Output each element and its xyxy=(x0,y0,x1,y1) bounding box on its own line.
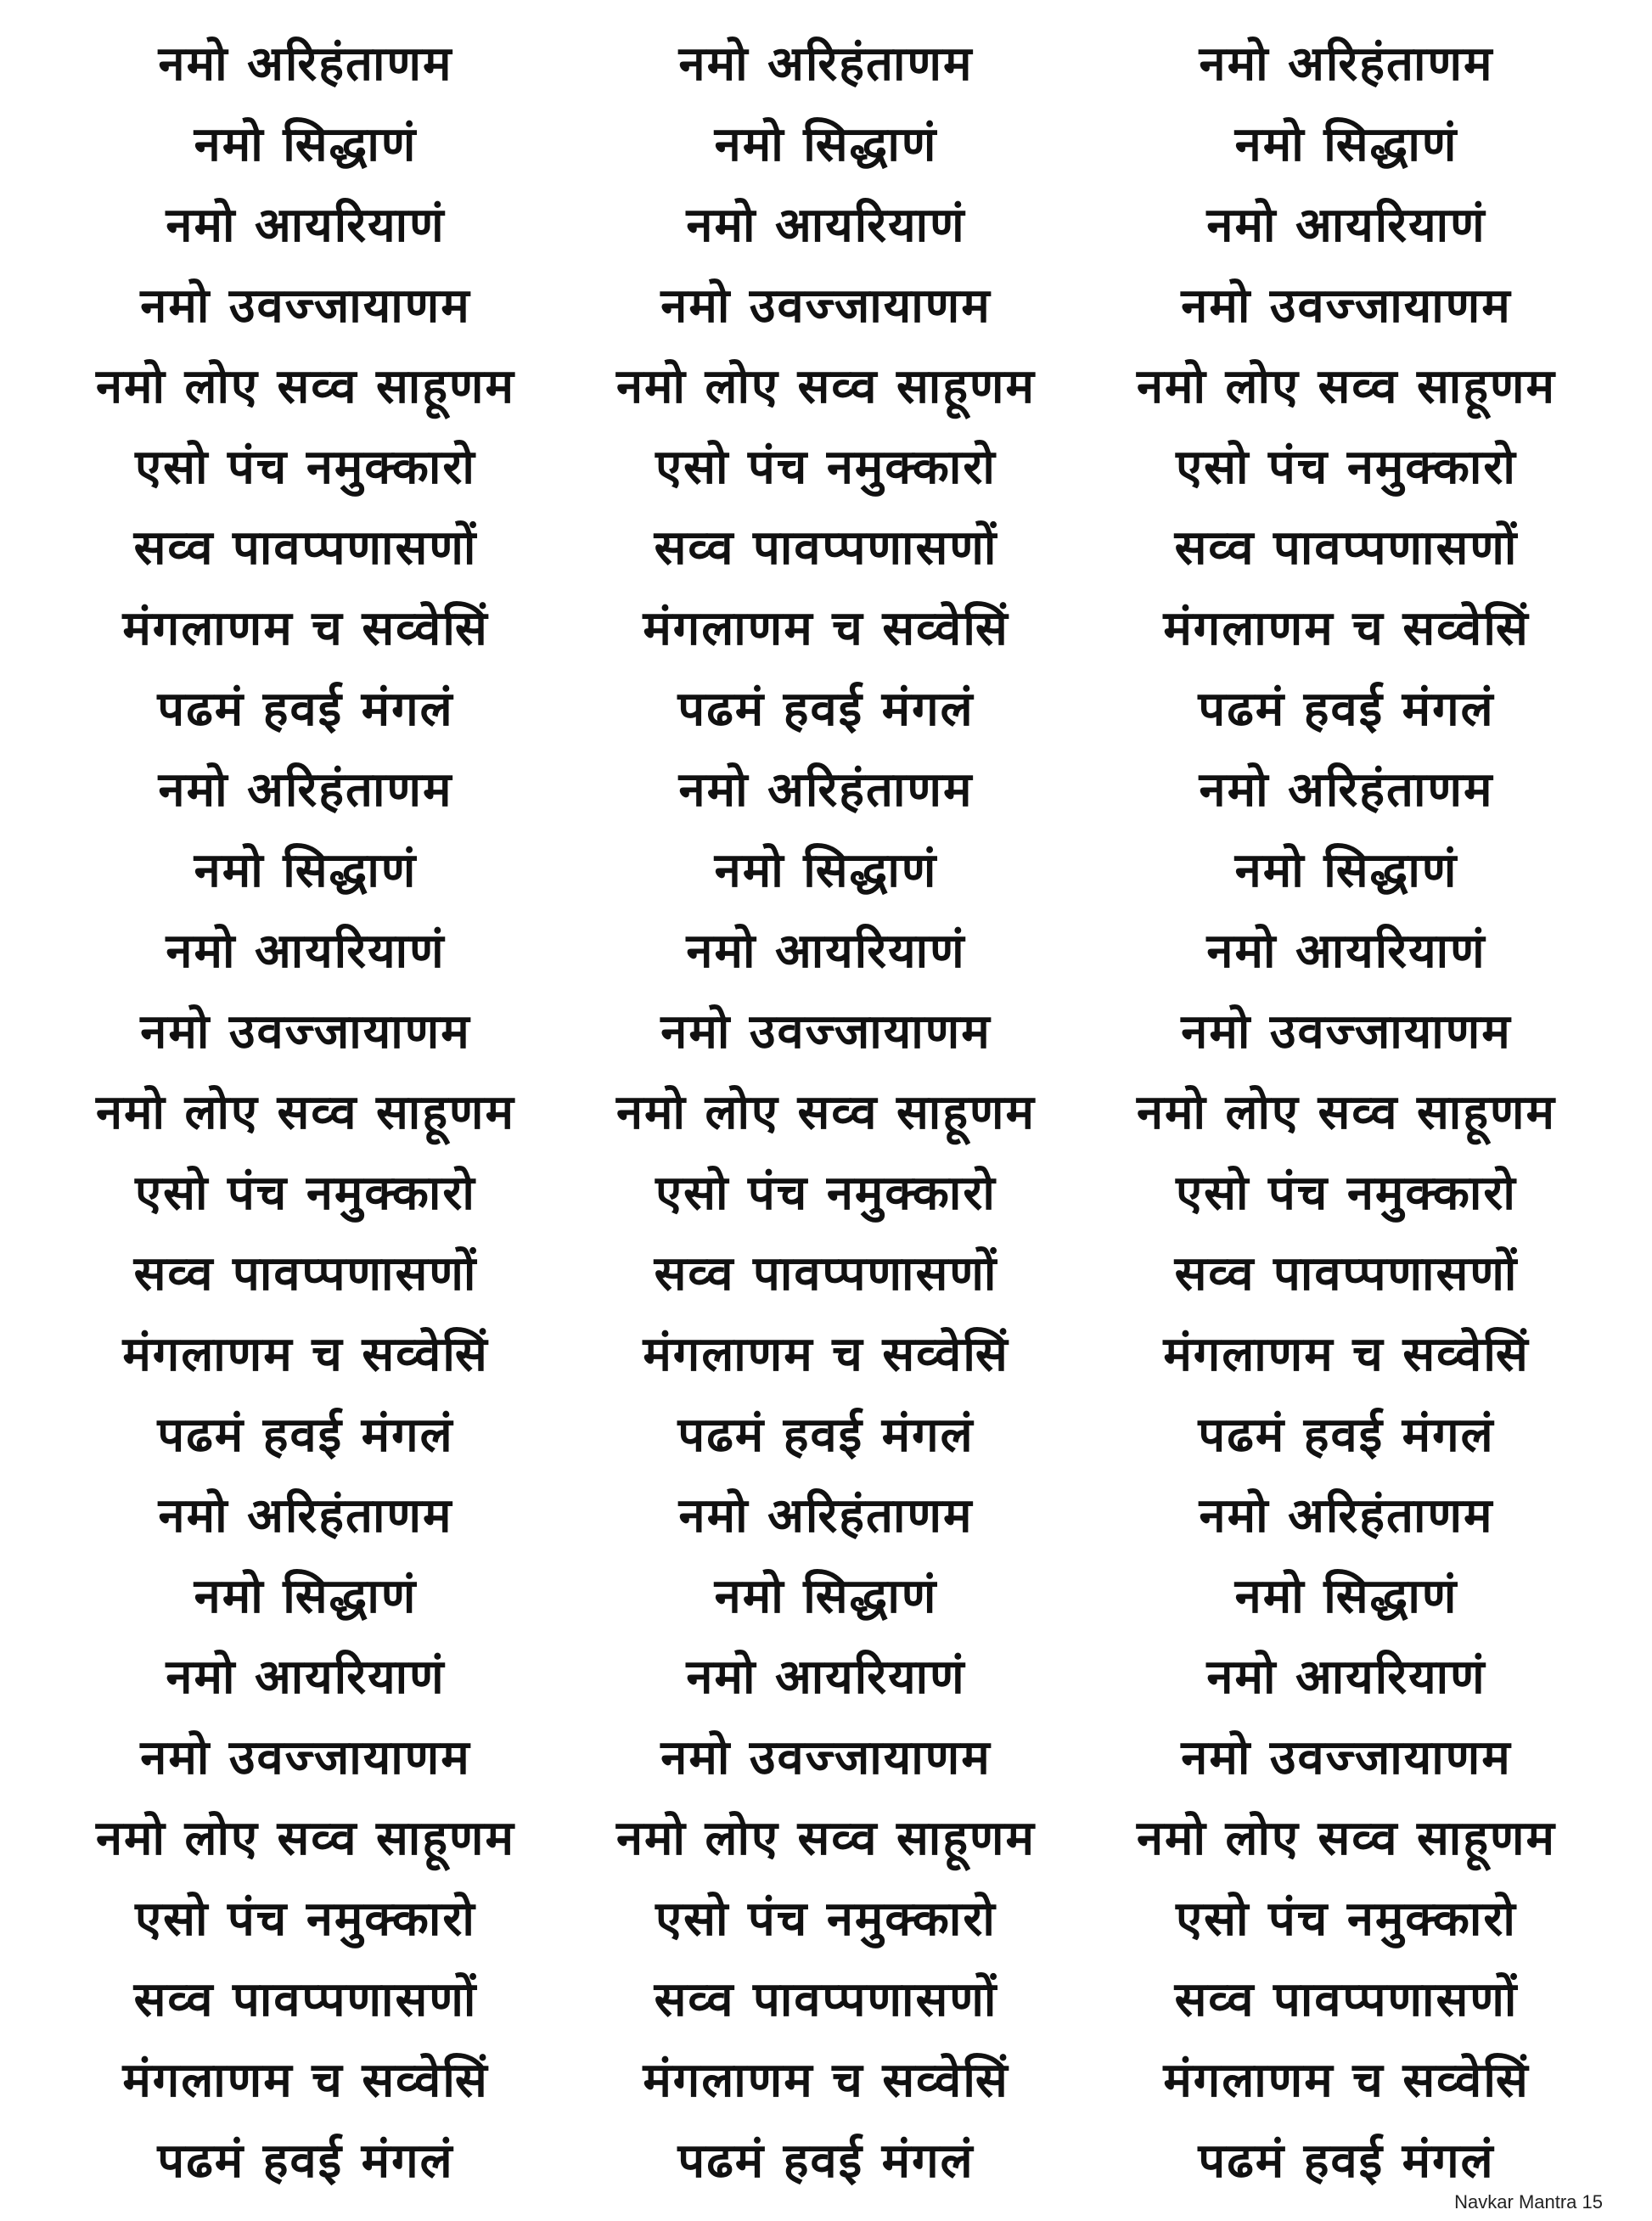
mantra-line: पढमं हवई मंगलं xyxy=(677,682,975,737)
mantra-line: सव्व पावप्पणासणों xyxy=(654,1246,998,1302)
mantra-line: नमो आयरियाणं xyxy=(686,1650,966,1705)
mantra-line: सव्व पावप्पणासणों xyxy=(133,1246,478,1302)
mantra-line: नमो उवज्जायाणम xyxy=(140,1730,471,1785)
mantra-line: नमो लोए सव्व साहूणम xyxy=(95,1085,516,1140)
mantra-line: नमो अरिहंताणम xyxy=(678,37,974,92)
mantra-line: नमो उवज्जायाणम xyxy=(1181,1004,1512,1060)
mantra-line: एसो पंच नमुक्कारो xyxy=(135,1892,476,1947)
mantra-line: पढमं हवई मंगलं xyxy=(1198,1408,1495,1463)
mantra-line: पढमं हवई मंगलं xyxy=(1198,2134,1495,2189)
mantra-line: मंगलाणम च सव्वेसिं xyxy=(1163,601,1530,656)
mantra-line: सव्व पावप्पणासणों xyxy=(654,1972,998,2027)
mantra-line: नमो लोए सव्व साहूणम xyxy=(95,359,516,414)
mantra-line: नमो लोए सव्व साहूणम xyxy=(95,1811,516,1866)
mantra-column-2 xyxy=(571,24,1081,2201)
mantra-line: नमो उवज्जायाणम xyxy=(1181,278,1512,334)
mantra-line: सव्व पावप्पणासणों xyxy=(1174,520,1519,576)
mantra-line: नमो आयरियाणं xyxy=(166,1650,446,1705)
mantra-line: नमो आयरियाणं xyxy=(1206,924,1486,979)
mantra-line: नमो सिद्धाणं xyxy=(1234,1569,1458,1624)
mantra-line: मंगलाणम च सव्वेसिं xyxy=(122,1327,489,1382)
mantra-line: नमो लोए सव्व साहूणम xyxy=(1136,1085,1557,1140)
mantra-line: नमो उवज्जायाणम xyxy=(660,1004,992,1060)
mantra-line: नमो उवज्जायाणम xyxy=(140,1004,471,1060)
mantra-line: एसो पंच नमुक्कारो xyxy=(655,1892,997,1947)
mantra-line: मंगलाणम च सव्वेसिं xyxy=(643,601,1009,656)
mantra-line: नमो लोए सव्व साहूणम xyxy=(1136,359,1557,414)
mantra-line: मंगलाणम च सव्वेसिं xyxy=(122,2053,489,2108)
mantra-line: पढमं हवई मंगलं xyxy=(1198,682,1495,737)
mantra-line: नमो अरिहंताणम xyxy=(158,762,453,818)
mantra-line: मंगलाणम च सव्वेसिं xyxy=(1163,1327,1530,1382)
mantra-line: नमो अरिहंताणम xyxy=(1199,762,1494,818)
mantra-line: पढमं हवई मंगलं xyxy=(677,1408,975,1463)
mantra-line: पढमं हवई मंगलं xyxy=(157,682,454,737)
page-footer-label: Navkar Mantra 15 xyxy=(1454,2191,1603,2213)
mantra-line: एसो पंच नमुक्कारो xyxy=(1176,1166,1517,1221)
mantra-line: नमो सिद्धाणं xyxy=(1234,117,1458,172)
mantra-line: एसो पंच नमुक्कारो xyxy=(655,440,997,495)
mantra-line: पढमं हवई मंगलं xyxy=(677,2134,975,2189)
mantra-line: नमो आयरियाणं xyxy=(166,924,446,979)
mantra-line: सव्व पावप्पणासणों xyxy=(654,520,998,576)
mantra-line: नमो अरिहंताणम xyxy=(678,1488,974,1543)
mantra-line: सव्व पावप्पणासणों xyxy=(1174,1972,1519,2027)
mantra-line: एसो पंच नमुक्कारो xyxy=(1176,1892,1517,1947)
mantra-line: नमो आयरियाणं xyxy=(166,198,446,253)
mantra-line: नमो लोए सव्व साहूणम xyxy=(1136,1811,1557,1866)
mantra-line: नमो लोए सव्व साहूणम xyxy=(615,1085,1037,1140)
mantra-line: एसो पंच नमुक्कारो xyxy=(135,440,476,495)
mantra-line: मंगलाणम च सव्वेसिं xyxy=(643,1327,1009,1382)
mantra-line: नमो उवज्जायाणम xyxy=(660,278,992,334)
mantra-line: नमो उवज्जायाणम xyxy=(660,1730,992,1785)
mantra-line: नमो आयरियाणं xyxy=(1206,198,1486,253)
mantra-line: नमो सिद्धाणं xyxy=(714,117,938,172)
mantra-line: नमो आयरियाणं xyxy=(686,198,966,253)
mantra-line: नमो आयरियाणं xyxy=(686,924,966,979)
mantra-line: पढमं हवई मंगलं xyxy=(157,2134,454,2189)
mantra-line: नमो अरिहंताणम xyxy=(1199,37,1494,92)
mantra-column-1 xyxy=(51,24,560,2201)
mantra-line: मंगलाणम च सव्वेसिं xyxy=(643,2053,1009,2108)
mantra-line: नमो अरिहंताणम xyxy=(158,37,453,92)
mantra-line: एसो पंच नमुक्कारो xyxy=(135,1166,476,1221)
mantra-line: सव्व पावप्पणासणों xyxy=(133,520,478,576)
mantra-line: नमो सिद्धाणं xyxy=(194,843,418,898)
mantra-line: नमो लोए सव्व साहूणम xyxy=(615,359,1037,414)
mantra-line: नमो अरिहंताणम xyxy=(678,762,974,818)
mantra-line: सव्व पावप्पणासणों xyxy=(1174,1246,1519,1302)
mantra-line: नमो आयरियाणं xyxy=(1206,1650,1486,1705)
mantra-columns xyxy=(51,24,1601,2201)
mantra-line: नमो सिद्धाणं xyxy=(1234,843,1458,898)
mantra-line: नमो अरिहंताणम xyxy=(1199,1488,1494,1543)
mantra-line: नमो सिद्धाणं xyxy=(714,843,938,898)
mantra-line: नमो उवज्जायाणम xyxy=(140,278,471,334)
mantra-line: नमो सिद्धाणं xyxy=(714,1569,938,1624)
mantra-line: नमो लोए सव्व साहूणम xyxy=(615,1811,1037,1866)
mantra-column-3 xyxy=(1092,24,1601,2201)
mantra-line: एसो पंच नमुक्कारो xyxy=(655,1166,997,1221)
mantra-line: एसो पंच नमुक्कारो xyxy=(1176,440,1517,495)
mantra-line: मंगलाणम च सव्वेसिं xyxy=(122,601,489,656)
mantra-line: सव्व पावप्पणासणों xyxy=(133,1972,478,2027)
mantra-line: नमो सिद्धाणं xyxy=(194,1569,418,1624)
mantra-line: नमो उवज्जायाणम xyxy=(1181,1730,1512,1785)
mantra-line: नमो अरिहंताणम xyxy=(158,1488,453,1543)
mantra-line: पढमं हवई मंगलं xyxy=(157,1408,454,1463)
mantra-line: नमो सिद्धाणं xyxy=(194,117,418,172)
mantra-line: मंगलाणम च सव्वेसिं xyxy=(1163,2053,1530,2108)
